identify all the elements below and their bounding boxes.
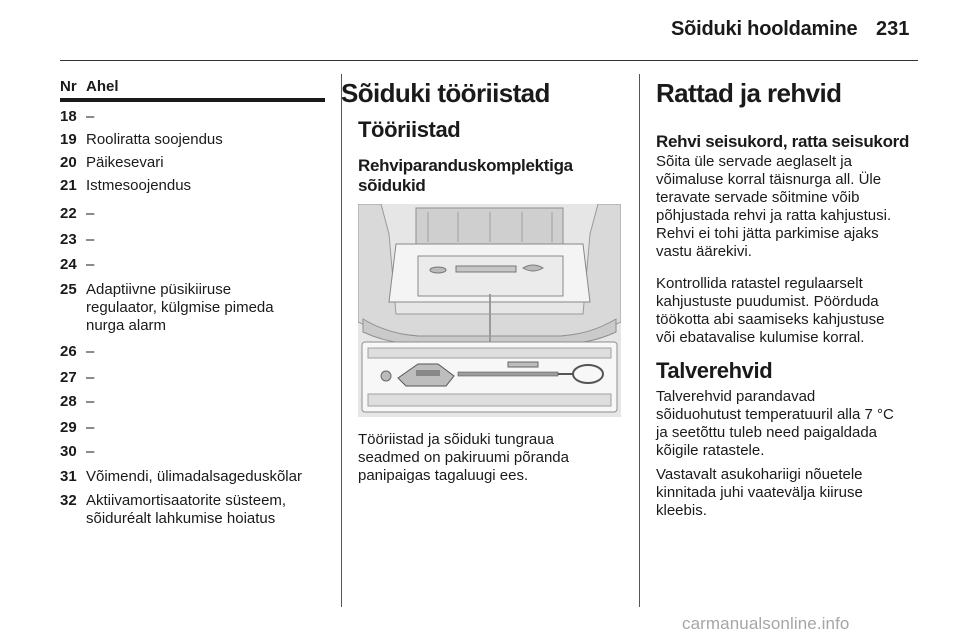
fuse-number: 20 [60, 154, 77, 171]
fuse-table-row [60, 108, 325, 126]
fuse-table-header [60, 78, 325, 102]
fuse-circuit: – [86, 205, 95, 222]
wheels-heading: Rattad ja rehvid [656, 78, 842, 108]
fuse-circuit: – [86, 231, 95, 248]
tyre-condition-heading: Rehvi seisukord, ratta seisukord [656, 132, 910, 151]
fuse-table-row [60, 131, 325, 149]
fuse-number: 27 [60, 369, 77, 386]
fuse-number: 22 [60, 205, 77, 222]
column-divider-left [341, 74, 342, 607]
watermark: carmanualsonline.info [682, 614, 850, 633]
fuse-circuit: Istmesoojendus [86, 177, 192, 194]
column-header-nr: Nr [60, 78, 77, 95]
fuse-circuit: – [86, 369, 95, 386]
column-header-circuit: Ahel [86, 78, 119, 95]
fuse-circuit: Päikesevari [86, 154, 164, 171]
fuse-number: 28 [60, 393, 77, 410]
fuse-number: 32 [60, 492, 77, 509]
fuse-number: 23 [60, 231, 77, 248]
fuse-circuit: – [86, 108, 95, 125]
fuse-number: 31 [60, 468, 77, 485]
tools-heading: Sõiduki tööriistad [341, 78, 550, 108]
tyre-condition-paragraph-2: Kontrollida ratastel regulaarselt kahjustuste puudumist. Pöörduda töökotta abi saamiseks kahjustuse või ebatavalise kulumise korral. [656, 275, 885, 346]
trunk-tools-illustration [358, 204, 621, 417]
fuse-circuit: – [86, 256, 95, 273]
fuse-circuit: Aktiivamortisaatorite süsteem, sõiduréalt lahkumise hoiatus [86, 492, 287, 527]
fuse-table-row [60, 419, 325, 437]
running-header-title: Sõiduki hooldamine [671, 18, 858, 40]
fuse-circuit: – [86, 443, 95, 460]
fuse-number: 25 [60, 281, 77, 298]
fuse-circuit: Adaptiivne püsikiiruse regulaator, külgmise pimeda nurga alarm [86, 281, 274, 334]
fuse-table-row [60, 281, 325, 335]
fuse-circuit: – [86, 393, 95, 410]
fuse-circuit: – [86, 419, 95, 436]
winter-tyres-paragraph-2: Vastavalt asukohariigi nõuetele kinnitada juhi vaatevälja kiiruse kleebis. [656, 466, 863, 519]
fuse-table-row [60, 231, 325, 249]
fuse-table-row [60, 256, 325, 274]
fuse-circuit: – [86, 343, 95, 360]
winter-tyres-heading: Talverehvid [656, 358, 773, 383]
fuse-number: 29 [60, 419, 77, 436]
tools-caption: Tööriistad ja sõiduki tungraua seadmed on pakiruumi põranda panipaigas tagaluugi ees. [358, 431, 569, 484]
fuse-number: 19 [60, 131, 77, 148]
fuse-table-row [60, 154, 325, 172]
fuse-table-row [60, 343, 325, 361]
fuse-table-row [60, 205, 325, 223]
fuse-table-row [60, 443, 325, 461]
fuse-circuit: Võimendi, ülimadalsageduskõlar [86, 468, 302, 485]
header-rule [60, 60, 918, 61]
tyre-condition-paragraph-1: Sõita üle servade aeglaselt ja võimaluse korral täisnurga all. Üle teravate servade sõitmine võib põhjustada rehvi ja ratta kahjustusi. Rehvi ei tohi jätta parkimise ajaks vastu äärekivi. [656, 153, 892, 260]
fuse-number: 26 [60, 343, 77, 360]
page-number: 231 [876, 18, 910, 40]
fuse-table-row [60, 492, 325, 528]
fuse-table-row [60, 393, 325, 411]
fuse-number: 18 [60, 108, 77, 125]
fuse-table-row [60, 369, 325, 387]
repair-kit-heading: Rehviparanduskomplektiga sõidukid [358, 156, 573, 195]
tools-subheading: Tööriistad [358, 117, 461, 142]
fuse-number: 21 [60, 177, 77, 194]
fuse-number: 30 [60, 443, 77, 460]
fuse-number: 24 [60, 256, 77, 273]
fuse-table-row [60, 177, 325, 195]
fuse-circuit: Rooliratta soojendus [86, 131, 223, 148]
winter-tyres-paragraph-1: Talverehvid parandavad sõiduohutust temperatuuril alla 7 °C ja seetõttu tuleb need paigaldada kõigile ratastele. [656, 388, 894, 459]
column-divider-right [639, 74, 640, 607]
fuse-table-row [60, 468, 325, 486]
fuse-table [60, 78, 325, 527]
